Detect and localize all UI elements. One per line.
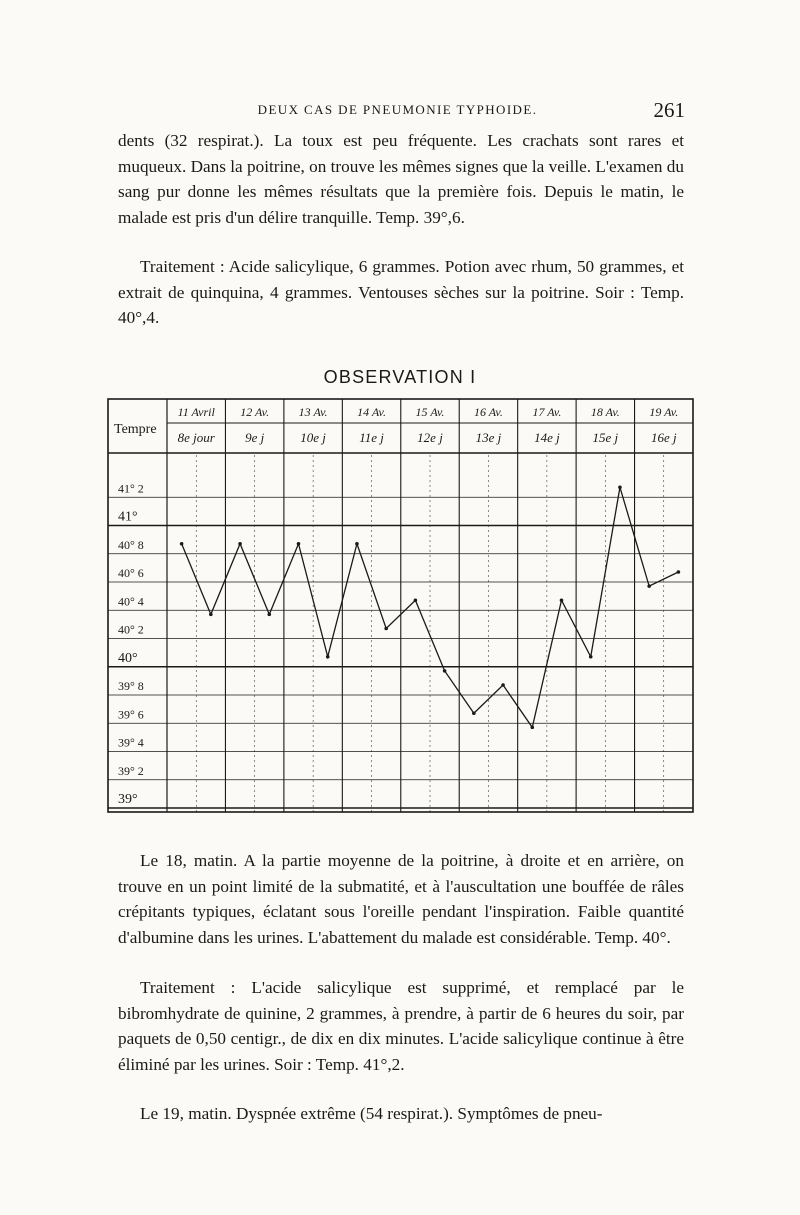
date-label: 13 Av.: [298, 405, 328, 419]
observation-title: OBSERVATION I: [323, 367, 477, 387]
temperature-point: [501, 683, 505, 687]
date-label: 15 Av.: [415, 405, 445, 419]
temperature-point: [677, 570, 681, 574]
temperature-point: [297, 542, 301, 546]
paragraph-1: dents (32 respirat.). La toux est peu fréquente. Les crachats sont rares et muqueux. Dans la poitrine, on trouve les mêmes signes que la veille. L'examen du sang pur donne les mêmes résultats que la première fois. Depuis le matin, le malade est pris d'un délire tranquille. Temp. 39°,6.: [118, 131, 684, 227]
y-tick-label: 40°: [118, 650, 138, 666]
temperature-point: [326, 655, 330, 659]
paragraph-4: Traitement : L'acide salicylique est supprimé, et remplacé par le bibromhydrate de quinine, 2 grammes, à prendre, à partir de 6 heures du soir, par paquets de 0,50 centigr., de dix en dix minutes. L'acide salicylique continue à être éliminé par les urines. Soir : Temp. 41°,2.: [118, 978, 684, 1074]
y-tick-label: 39°: [118, 792, 138, 807]
temperature-point: [647, 584, 651, 588]
date-label: 12 Av.: [240, 405, 270, 419]
temperature-point: [355, 542, 359, 546]
day-label: 15e j: [592, 430, 619, 445]
temperature-point: [530, 726, 534, 730]
y-tick-label: 40° 8: [118, 537, 144, 552]
temperature-point: [180, 542, 184, 546]
temperature-point: [618, 485, 622, 489]
date-label: 16 Av.: [473, 405, 503, 419]
date-label: 19 Av.: [649, 405, 679, 419]
y-tick-label: 39° 2: [118, 763, 144, 778]
date-label: 14 Av.: [357, 405, 387, 419]
y-axis-label: Tempre: [114, 422, 157, 437]
day-label: 9e j: [245, 430, 265, 445]
date-label: 18 Av.: [590, 405, 620, 419]
y-tick-label: 40° 6: [118, 566, 144, 580]
day-label: 14e j: [534, 430, 560, 445]
paragraph-3: Le 18, matin. A la partie moyenne de la poitrine, à droite et en arrière, on trouve en un point limité de la submatité, et à l'auscultation une bouffée de râles crépitants typiques, éclatant sous l'oreille pendant l'inspiration. Faible quantité d'albumine dans les urines. L'abattement du malade est considérable. Temp. 40°.: [118, 851, 684, 947]
day-label: 11e j: [359, 430, 384, 445]
day-label: 10e j: [300, 430, 326, 445]
y-tick-label: 39° 8: [118, 679, 144, 693]
paragraph-5: Le 19, matin. Dyspnée extrême (54 respirat.). Symptômes de pneu-: [140, 1104, 603, 1123]
page-number: 261: [653, 98, 685, 122]
y-tick-label: 39° 6: [118, 707, 144, 722]
y-tick-label: 39° 4: [118, 735, 144, 750]
temperature-point: [560, 598, 564, 602]
day-label: 12e j: [417, 430, 443, 445]
date-label: 17 Av.: [532, 405, 562, 419]
day-label: 8e jour: [177, 430, 215, 445]
paragraph-2: Traitement : Acide salicylique, 6 grammes. Potion avec rhum, 50 grammes, et extrait de quinquina, 4 grammes. Ventouses sèches sur la poitrine. Soir : Temp. 40°,4.: [118, 257, 684, 327]
day-label: 16e j: [650, 430, 677, 445]
day-label: 13e j: [475, 430, 502, 445]
y-tick-label: 41° 2: [118, 481, 144, 496]
temperature-point: [472, 711, 476, 715]
y-tick-label: 41°: [118, 509, 138, 525]
temperature-point: [589, 655, 593, 659]
temperature-point: [414, 598, 418, 602]
y-tick-label: 40° 4: [118, 594, 144, 609]
temperature-point: [209, 613, 213, 617]
date-label: 11 Avril: [177, 405, 215, 419]
temperature-point: [267, 613, 271, 617]
y-tick-label: 40° 2: [118, 622, 144, 637]
temperature-point: [384, 627, 388, 631]
temperature-point: [238, 542, 242, 546]
running-title: DEUX CAS DE PNEUMONIE TYPHOIDE.: [257, 102, 538, 117]
temperature-point: [443, 669, 447, 673]
